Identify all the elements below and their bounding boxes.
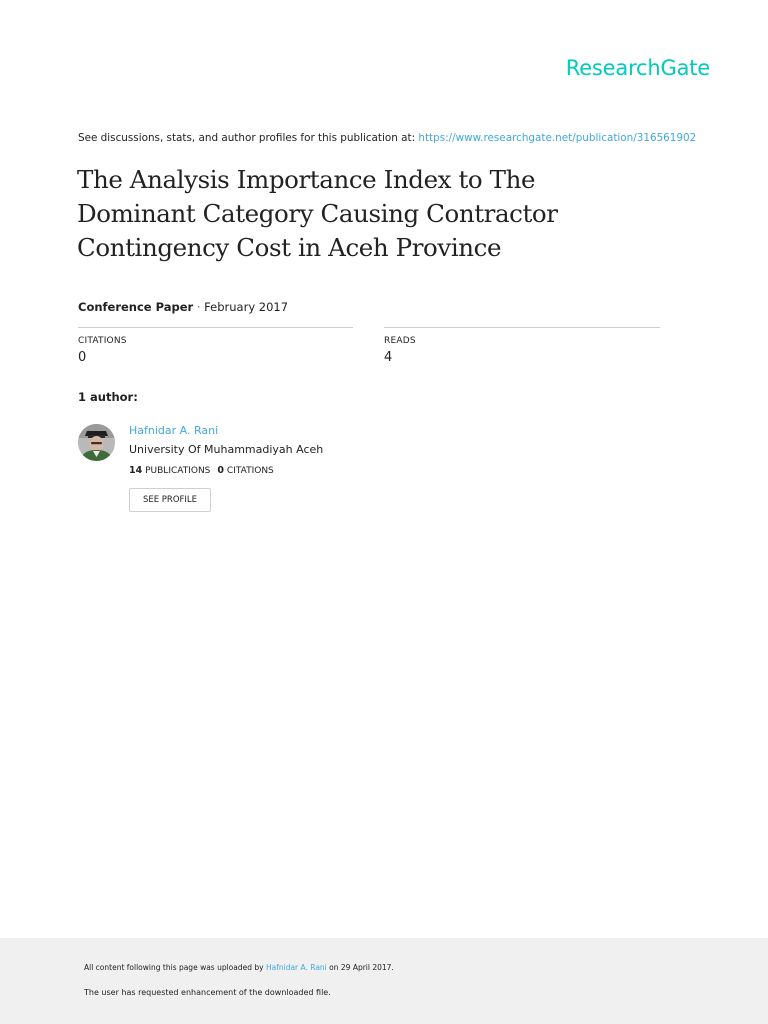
uploader-link[interactable]: Hafnidar A. Rani xyxy=(265,963,327,972)
publication-date: February 2017 xyxy=(204,300,289,314)
citations-stat xyxy=(78,327,353,365)
author-institution: University Of Muhammadiyah Aceh xyxy=(129,443,324,456)
author-avatar[interactable] xyxy=(78,424,115,461)
author-stats xyxy=(129,465,274,476)
author-name-link[interactable]: Hafnidar A. Rani xyxy=(129,424,219,437)
reads-value: 4 xyxy=(384,350,393,365)
author-photo-icon xyxy=(78,424,115,461)
publication-title: The Analysis Importance Index to The Dominant Category Causing Contractor Contingency Cost in Aceh Province xyxy=(77,165,558,262)
reads-stat xyxy=(384,327,660,365)
see-profile-button[interactable]: SEE PROFILE xyxy=(129,488,211,512)
author-card xyxy=(78,422,438,522)
source-prefix: See discussions, stats, and author profiles for this publication at: xyxy=(78,132,419,144)
meta-separator: · xyxy=(193,300,205,314)
researchgate-logo[interactable]: ResearchGate xyxy=(565,56,710,80)
upload-prefix: All content following this page was uploaded by xyxy=(84,963,266,972)
upload-note xyxy=(84,963,394,972)
citations-label: CITATIONS xyxy=(78,336,127,346)
author-citations-count: 0 xyxy=(217,465,225,476)
footer xyxy=(0,938,768,1024)
publication-type: Conference Paper xyxy=(78,300,194,314)
publication-meta xyxy=(78,300,288,314)
authors-heading: 1 author: xyxy=(78,390,138,404)
enhancement-note: The user has requested enhancement of the downloaded file. xyxy=(84,988,331,997)
author-publications-label: PUBLICATIONS xyxy=(145,466,211,476)
publication-url-link[interactable]: https://www.researchgate.net/publication/316561902 xyxy=(418,132,697,144)
source-line xyxy=(78,132,696,144)
citations-value: 0 xyxy=(78,350,87,365)
upload-suffix: on 29 April 2017. xyxy=(326,963,394,972)
author-publications-count: 14 xyxy=(129,465,143,476)
author-citations-label: CITATIONS xyxy=(226,466,274,476)
reads-label: READS xyxy=(384,336,416,346)
